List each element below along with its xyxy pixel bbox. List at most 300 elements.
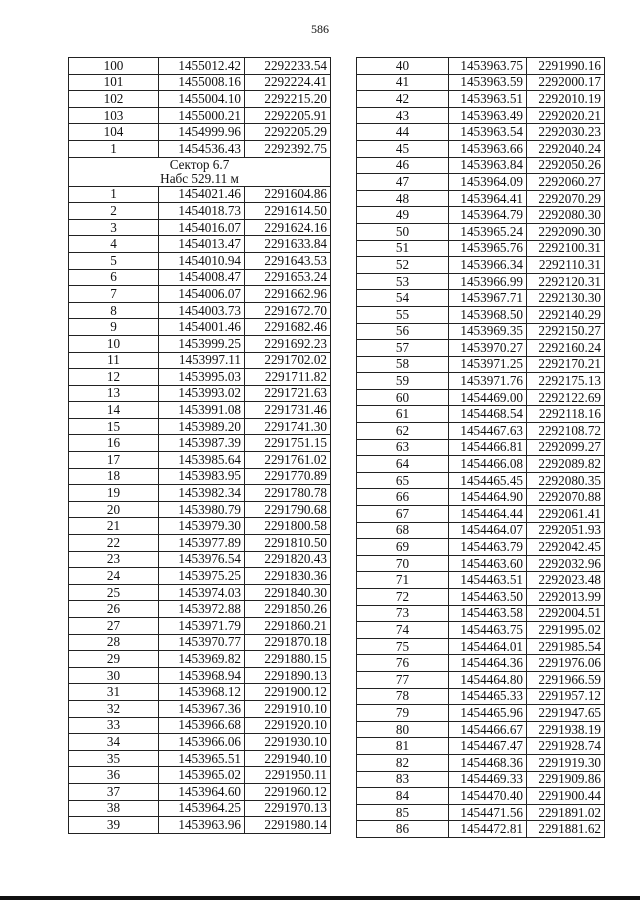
y-coordinate: 2291711.82: [245, 369, 331, 386]
y-coordinate: 2291830.36: [245, 568, 331, 585]
point-number: 73: [357, 605, 449, 622]
y-coordinate: 2291780.78: [245, 485, 331, 502]
point-number: 53: [357, 273, 449, 290]
x-coordinate: 1454464.44: [449, 506, 527, 523]
table-row: [69, 734, 331, 751]
y-coordinate: 2292080.35: [527, 472, 605, 489]
x-coordinate: 1453993.02: [159, 385, 245, 402]
point-number: 29: [69, 651, 159, 668]
y-coordinate: 2292224.41: [245, 74, 331, 91]
y-coordinate: 2291731.46: [245, 402, 331, 419]
y-coordinate: 2291761.02: [245, 452, 331, 469]
point-number: 12: [69, 369, 159, 386]
x-coordinate: 1453963.66: [449, 140, 527, 157]
x-coordinate: 1453969.35: [449, 323, 527, 340]
point-number: 85: [357, 804, 449, 821]
x-coordinate: 1453963.54: [449, 124, 527, 141]
x-coordinate: 1454464.01: [449, 638, 527, 655]
y-coordinate: 2292233.54: [245, 58, 331, 75]
table-row: [357, 456, 605, 473]
y-coordinate: 2292023.48: [527, 572, 605, 589]
x-coordinate: 1453970.77: [159, 634, 245, 651]
point-number: 9: [69, 319, 159, 336]
x-coordinate: 1453964.79: [449, 207, 527, 224]
x-coordinate: 1454464.36: [449, 655, 527, 672]
point-number: 70: [357, 555, 449, 572]
x-coordinate: 1454001.46: [159, 319, 245, 336]
y-coordinate: 2292013.99: [527, 589, 605, 606]
x-coordinate: 1454465.33: [449, 688, 527, 705]
point-number: 74: [357, 622, 449, 639]
table-row: [69, 717, 331, 734]
y-coordinate: 2292090.30: [527, 223, 605, 240]
table-row: [357, 572, 605, 589]
point-number: 81: [357, 738, 449, 755]
y-coordinate: 2291702.02: [245, 352, 331, 369]
x-coordinate: 1453972.88: [159, 601, 245, 618]
x-coordinate: 1453964.09: [449, 174, 527, 191]
point-number: 54: [357, 290, 449, 307]
y-coordinate: 2292061.41: [527, 506, 605, 523]
table-row: [69, 335, 331, 352]
x-coordinate: 1454006.07: [159, 286, 245, 303]
x-coordinate: 1453965.02: [159, 767, 245, 784]
x-coordinate: 1453966.68: [159, 717, 245, 734]
point-number: 39: [69, 817, 159, 834]
y-coordinate: 2292392.75: [245, 140, 331, 157]
y-coordinate: 2291900.12: [245, 684, 331, 701]
point-number: 102: [69, 91, 159, 108]
y-coordinate: 2292122.69: [527, 389, 605, 406]
y-coordinate: 2292051.93: [527, 522, 605, 539]
point-number: 62: [357, 423, 449, 440]
x-coordinate: 1453976.54: [159, 551, 245, 568]
y-coordinate: 2291947.65: [527, 705, 605, 722]
x-coordinate: 1454465.96: [449, 705, 527, 722]
y-coordinate: 2291604.86: [245, 186, 331, 203]
y-coordinate: 2292120.31: [527, 273, 605, 290]
table-row: [69, 91, 331, 108]
point-number: 64: [357, 456, 449, 473]
y-coordinate: 2291790.68: [245, 501, 331, 518]
y-coordinate: 2291985.54: [527, 638, 605, 655]
table-row: [69, 651, 331, 668]
x-coordinate: 1454468.54: [449, 406, 527, 423]
x-coordinate: 1455008.16: [159, 74, 245, 91]
section-header: [69, 157, 331, 186]
table-row: [357, 174, 605, 191]
x-coordinate: 1454021.46: [159, 186, 245, 203]
y-coordinate: 2291870.18: [245, 634, 331, 651]
point-number: 4: [69, 236, 159, 253]
y-coordinate: 2291900.44: [527, 788, 605, 805]
point-number: 28: [69, 634, 159, 651]
table-row: [357, 240, 605, 257]
left-rows-before-section: [69, 58, 331, 158]
y-coordinate: 2291919.30: [527, 754, 605, 771]
table-row: [357, 340, 605, 357]
point-number: 11: [69, 352, 159, 369]
y-coordinate: 2291940.10: [245, 750, 331, 767]
x-coordinate: 1453964.41: [449, 190, 527, 207]
x-coordinate: 1453967.71: [449, 290, 527, 307]
y-coordinate: 2292205.91: [245, 107, 331, 124]
y-coordinate: 2292004.51: [527, 605, 605, 622]
table-row: [69, 518, 331, 535]
x-coordinate: 1453965.76: [449, 240, 527, 257]
coordinates-table-right: [356, 57, 605, 838]
x-coordinate: 1454016.07: [159, 219, 245, 236]
table-row: [357, 671, 605, 688]
point-number: 46: [357, 157, 449, 174]
y-coordinate: 2292032.96: [527, 555, 605, 572]
point-number: 78: [357, 688, 449, 705]
x-coordinate: 1454010.94: [159, 252, 245, 269]
x-coordinate: 1453968.12: [159, 684, 245, 701]
y-coordinate: 2291751.15: [245, 435, 331, 452]
table-row: [69, 568, 331, 585]
table-row: [69, 236, 331, 253]
x-coordinate: 1453989.20: [159, 418, 245, 435]
y-coordinate: 2292110.31: [527, 257, 605, 274]
y-coordinate: 2291910.10: [245, 700, 331, 717]
y-coordinate: 2292215.20: [245, 91, 331, 108]
point-number: 48: [357, 190, 449, 207]
point-number: 40: [357, 58, 449, 75]
point-number: 15: [69, 418, 159, 435]
table-row: [357, 771, 605, 788]
table-row: [357, 389, 605, 406]
table-row: [357, 91, 605, 108]
table-row: [357, 107, 605, 124]
table-row: [357, 506, 605, 523]
y-coordinate: 2292130.30: [527, 290, 605, 307]
x-coordinate: 1453963.84: [449, 157, 527, 174]
point-number: 19: [69, 485, 159, 502]
y-coordinate: 2292118.16: [527, 406, 605, 423]
section-title: Сектор 6.7: [169, 157, 230, 172]
x-coordinate: 1453964.60: [159, 783, 245, 800]
table-row: [69, 352, 331, 369]
right-rows: [357, 58, 605, 838]
table-row: [357, 605, 605, 622]
y-coordinate: 2291957.12: [527, 688, 605, 705]
point-number: 30: [69, 667, 159, 684]
point-number: 22: [69, 535, 159, 552]
y-coordinate: 2291770.89: [245, 468, 331, 485]
y-coordinate: 2292042.45: [527, 539, 605, 556]
table-row: [357, 539, 605, 556]
point-number: 10: [69, 335, 159, 352]
y-coordinate: 2291990.16: [527, 58, 605, 75]
table-row: [357, 489, 605, 506]
x-coordinate: 1454472.81: [449, 821, 527, 838]
x-coordinate: 1454464.90: [449, 489, 527, 506]
y-coordinate: 2292170.21: [527, 356, 605, 373]
table-row: [357, 356, 605, 373]
y-coordinate: 2291970.13: [245, 800, 331, 817]
table-row: [69, 535, 331, 552]
point-number: 24: [69, 568, 159, 585]
page-number: 586: [311, 22, 329, 36]
y-coordinate: 2291995.02: [527, 622, 605, 639]
x-coordinate: 1453969.82: [159, 651, 245, 668]
y-coordinate: 2291810.50: [245, 535, 331, 552]
x-coordinate: 1453975.25: [159, 568, 245, 585]
x-coordinate: 1453966.99: [449, 273, 527, 290]
point-number: 34: [69, 734, 159, 751]
x-coordinate: 1453982.34: [159, 485, 245, 502]
table-row: [69, 74, 331, 91]
table-row: [357, 721, 605, 738]
point-number: 100: [69, 58, 159, 75]
y-coordinate: 2291850.26: [245, 601, 331, 618]
x-coordinate: 1454013.47: [159, 236, 245, 253]
point-number: 77: [357, 671, 449, 688]
table-row: [69, 369, 331, 386]
table-row: [69, 800, 331, 817]
point-number: 6: [69, 269, 159, 286]
point-number: 55: [357, 306, 449, 323]
point-number: 27: [69, 618, 159, 635]
y-coordinate: 2291682.46: [245, 319, 331, 336]
table-row: [69, 203, 331, 220]
point-number: 82: [357, 754, 449, 771]
y-coordinate: 2291643.53: [245, 252, 331, 269]
x-coordinate: 1454466.08: [449, 456, 527, 473]
point-number: 50: [357, 223, 449, 240]
x-coordinate: 1454003.73: [159, 302, 245, 319]
point-number: 35: [69, 750, 159, 767]
point-number: 56: [357, 323, 449, 340]
point-number: 41: [357, 74, 449, 91]
x-coordinate: 1453963.96: [159, 817, 245, 834]
section-header-row: [69, 157, 331, 186]
point-number: 43: [357, 107, 449, 124]
y-coordinate: 2291880.15: [245, 651, 331, 668]
y-coordinate: 2291960.12: [245, 783, 331, 800]
x-coordinate: 1454467.47: [449, 738, 527, 755]
x-coordinate: 1454469.00: [449, 389, 527, 406]
y-coordinate: 2291950.11: [245, 767, 331, 784]
x-coordinate: 1454018.73: [159, 203, 245, 220]
y-coordinate: 2291820.43: [245, 551, 331, 568]
table-row: [357, 74, 605, 91]
y-coordinate: 2291860.21: [245, 618, 331, 635]
point-number: 61: [357, 406, 449, 423]
x-coordinate: 1453991.08: [159, 402, 245, 419]
point-number: 72: [357, 589, 449, 606]
table-row: [69, 435, 331, 452]
table-row: [357, 522, 605, 539]
table-row: [357, 472, 605, 489]
x-coordinate: 1453995.03: [159, 369, 245, 386]
point-number: 63: [357, 439, 449, 456]
table-row: [69, 385, 331, 402]
y-coordinate: 2292070.88: [527, 489, 605, 506]
table-row: [69, 269, 331, 286]
y-coordinate: 2292050.26: [527, 157, 605, 174]
point-number: 20: [69, 501, 159, 518]
x-coordinate: 1453965.24: [449, 223, 527, 240]
x-coordinate: 1454471.56: [449, 804, 527, 821]
table-row: [357, 306, 605, 323]
x-coordinate: 1453979.30: [159, 518, 245, 535]
point-number: 5: [69, 252, 159, 269]
x-coordinate: 1454469.33: [449, 771, 527, 788]
x-coordinate: 1455012.42: [159, 58, 245, 75]
point-number: 57: [357, 340, 449, 357]
point-number: 18: [69, 468, 159, 485]
y-coordinate: 2292205.29: [245, 124, 331, 141]
y-coordinate: 2292000.17: [527, 74, 605, 91]
point-number: 86: [357, 821, 449, 838]
y-coordinate: 2291980.14: [245, 817, 331, 834]
x-coordinate: 1454466.67: [449, 721, 527, 738]
table-row: [357, 323, 605, 340]
y-coordinate: 2292160.24: [527, 340, 605, 357]
table-row: [357, 622, 605, 639]
table-row: [69, 551, 331, 568]
y-coordinate: 2291909.86: [527, 771, 605, 788]
y-coordinate: 2292108.72: [527, 423, 605, 440]
table-row: [357, 638, 605, 655]
x-coordinate: 1453983.95: [159, 468, 245, 485]
point-number: 17: [69, 452, 159, 469]
y-coordinate: 2291928.74: [527, 738, 605, 755]
table-row: [69, 817, 331, 834]
table-row: [69, 485, 331, 502]
point-number: 16: [69, 435, 159, 452]
point-number: 104: [69, 124, 159, 141]
point-number: 60: [357, 389, 449, 406]
x-coordinate: 1453977.89: [159, 535, 245, 552]
table-row: [357, 705, 605, 722]
point-number: 79: [357, 705, 449, 722]
x-coordinate: 1453966.06: [159, 734, 245, 751]
point-number: 84: [357, 788, 449, 805]
point-number: 1: [69, 186, 159, 203]
point-number: 75: [357, 638, 449, 655]
table-row: [69, 107, 331, 124]
point-number: 52: [357, 257, 449, 274]
table-row: [357, 589, 605, 606]
y-coordinate: 2292140.29: [527, 306, 605, 323]
table-row: [69, 634, 331, 651]
point-number: 49: [357, 207, 449, 224]
table-row: [357, 804, 605, 821]
section-subtitle: Набс 529.11 м: [160, 170, 239, 186]
point-number: 71: [357, 572, 449, 589]
point-number: 13: [69, 385, 159, 402]
point-number: 1: [69, 140, 159, 157]
x-coordinate: 1453997.11: [159, 352, 245, 369]
x-coordinate: 1453980.79: [159, 501, 245, 518]
point-number: 58: [357, 356, 449, 373]
x-coordinate: 1453999.25: [159, 335, 245, 352]
x-coordinate: 1454463.50: [449, 589, 527, 606]
y-coordinate: 2292089.82: [527, 456, 605, 473]
table-row: [357, 190, 605, 207]
table-row: [69, 319, 331, 336]
x-coordinate: 1453987.39: [159, 435, 245, 452]
x-coordinate: 1454463.58: [449, 605, 527, 622]
x-coordinate: 1454470.40: [449, 788, 527, 805]
point-number: 36: [69, 767, 159, 784]
table-row: [357, 273, 605, 290]
x-coordinate: 1454463.75: [449, 622, 527, 639]
x-coordinate: 1453971.76: [449, 373, 527, 390]
x-coordinate: 1453985.64: [159, 452, 245, 469]
x-coordinate: 1454464.80: [449, 671, 527, 688]
table-row: [69, 700, 331, 717]
x-coordinate: 1454536.43: [159, 140, 245, 157]
table-row: [69, 501, 331, 518]
y-coordinate: 2292099.27: [527, 439, 605, 456]
x-coordinate: 1454999.96: [159, 124, 245, 141]
y-coordinate: 2291692.23: [245, 335, 331, 352]
x-coordinate: 1454467.63: [449, 423, 527, 440]
y-coordinate: 2292020.21: [527, 107, 605, 124]
point-number: 32: [69, 700, 159, 717]
table-row: [357, 373, 605, 390]
table-row: [69, 601, 331, 618]
table-row: [357, 738, 605, 755]
point-number: 23: [69, 551, 159, 568]
x-coordinate: 1453964.25: [159, 800, 245, 817]
point-number: 51: [357, 240, 449, 257]
y-coordinate: 2291976.06: [527, 655, 605, 672]
point-number: 31: [69, 684, 159, 701]
x-coordinate: 1454463.60: [449, 555, 527, 572]
point-number: 68: [357, 522, 449, 539]
table-row: [69, 584, 331, 601]
x-coordinate: 1454463.79: [449, 539, 527, 556]
point-number: 101: [69, 74, 159, 91]
point-number: 47: [357, 174, 449, 191]
point-number: 3: [69, 219, 159, 236]
table-row: [357, 207, 605, 224]
table-row: [69, 783, 331, 800]
y-coordinate: 2291662.96: [245, 286, 331, 303]
y-coordinate: 2291653.24: [245, 269, 331, 286]
x-coordinate: 1453971.25: [449, 356, 527, 373]
table-row: [357, 423, 605, 440]
x-coordinate: 1453974.03: [159, 584, 245, 601]
y-coordinate: 2291614.50: [245, 203, 331, 220]
x-coordinate: 1455004.10: [159, 91, 245, 108]
coordinates-table-left: [68, 57, 331, 834]
point-number: 2: [69, 203, 159, 220]
table-row: [69, 767, 331, 784]
table-row: [69, 302, 331, 319]
y-coordinate: 2291920.10: [245, 717, 331, 734]
table-row: [69, 750, 331, 767]
y-coordinate: 2292175.13: [527, 373, 605, 390]
y-coordinate: 2292070.29: [527, 190, 605, 207]
y-coordinate: 2292040.24: [527, 140, 605, 157]
table-row: [357, 688, 605, 705]
point-number: 66: [357, 489, 449, 506]
y-coordinate: 2291930.10: [245, 734, 331, 751]
y-coordinate: 2291633.84: [245, 236, 331, 253]
y-coordinate: 2292060.27: [527, 174, 605, 191]
point-number: 14: [69, 402, 159, 419]
table-row: [69, 124, 331, 141]
y-coordinate: 2292030.23: [527, 124, 605, 141]
table-row: [69, 219, 331, 236]
y-coordinate: 2291624.16: [245, 219, 331, 236]
